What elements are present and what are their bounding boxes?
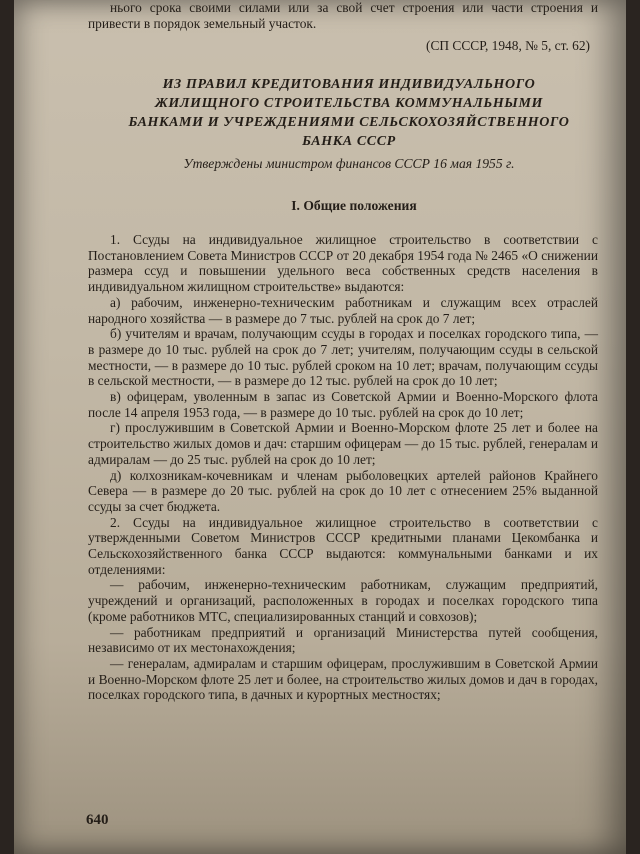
- document-heading: ИЗ ПРАВИЛ КРЕДИТОВАНИЯ ИНДИВИДУАЛЬНОГО ЖИЛИЩНОГО СТРОИТЕЛЬСТВА КОММУНАЛЬНЫМИ БАНКАМИ И УЧРЕЖДЕНИЯМИ СЕЛЬСКОХОЗЯЙСТВЕННОГО БАНКА СССР: [128, 77, 570, 149]
- paragraph: 1. Ссуды на индивидуальное жилищное строительство в соответствии с Постановлением Совета Министров СССР от 20 декабря 1954 года № 2465 «О снижении размера ссуд и повышении удельного веса собственных средств населения в индивидуальном жилищном строительстве» выдаются:: [88, 232, 598, 295]
- paragraph: нього срока своими силами или за свой счет строения или части строения и привести в порядок земельный участок.: [88, 0, 598, 31]
- paragraph: 2. Ссуды на индивидуальное жилищное строительство в соответствии с утвержденными Советом Министров СССР кредитными планами Цекомбанка и Сельскохозяйственного банка СССР выдаются: коммунальными банками и их отделениями:: [88, 514, 598, 577]
- paragraph: д) колхозникам-кочевникам и членам рыболовецких артелей районов Крайнего Севера — в размере до 20 тыс. рублей на срок до 10 лет с отнесением 25% выданной ссуды за счет бюджета.: [88, 467, 598, 514]
- top-fragment: [88, 0, 598, 31]
- paragraph: в) офицерам, уволенным в запас из Советской Армии и Военно-Морского флота после 14 апреля 1953 года, — в размере до 10 тыс. рублей на срок до 10 лет;: [88, 389, 598, 420]
- paragraph: а) рабочим, инженерно-техническим работникам и служащим всех отраслей народного хозяйства — в размере до 7 тыс. рублей на срок до 7 лет;: [88, 294, 598, 326]
- paragraph: г) прослужившим в Советской Армии и Военно-Морском флоте 25 лет и более на строительство жилых домов и дач: старшим офицерам — до 15 тыс. рублей, генералам и адмиралам — до 25 тыс. рублей на срок до 10 лет;: [88, 420, 598, 467]
- paragraph: б) учителям и врачам, получающим ссуды в городах и поселках городского типа, — в размере до 10 тыс. рублей на срок до 7 лет; учителям, получающим ссуды в сельской местности, — в размере до 10 тыс. рублей сроком на 10 лет; врачам, получающим ссуды в сельской местности, — в размере до 12 тыс. рублей на срок до 10 лет;: [88, 326, 598, 389]
- paragraph: — рабочим, инженерно-техническим работникам, служащим предприятий, учреждений и организаций, расположенных в городах и поселках городского типа (кроме работников МТС, специализированных станций и совхозов);: [88, 577, 598, 624]
- paragraph: — работникам предприятий и организаций Министерства путей сообщения, независимо от их местонахождения;: [88, 624, 598, 656]
- book-page: [14, 0, 626, 854]
- paragraph: — генералам, адмиралам и старшим офицерам, прослужившим в Советской Армии и Военно-Морском флоте 25 лет и более, на строительство жилых домов и дач в городах, поселках городского типа, в дачных и курортных местностях;: [88, 655, 598, 703]
- approval-note: Утверждены министром финансов СССР 16 мая 1955 г.: [183, 156, 515, 171]
- page-number: 640: [86, 812, 109, 828]
- section-title: I. Общие положения: [291, 198, 417, 213]
- body-text: [88, 232, 598, 703]
- source-reference: (СП СССР, 1948, № 5, ст. 62): [426, 38, 590, 53]
